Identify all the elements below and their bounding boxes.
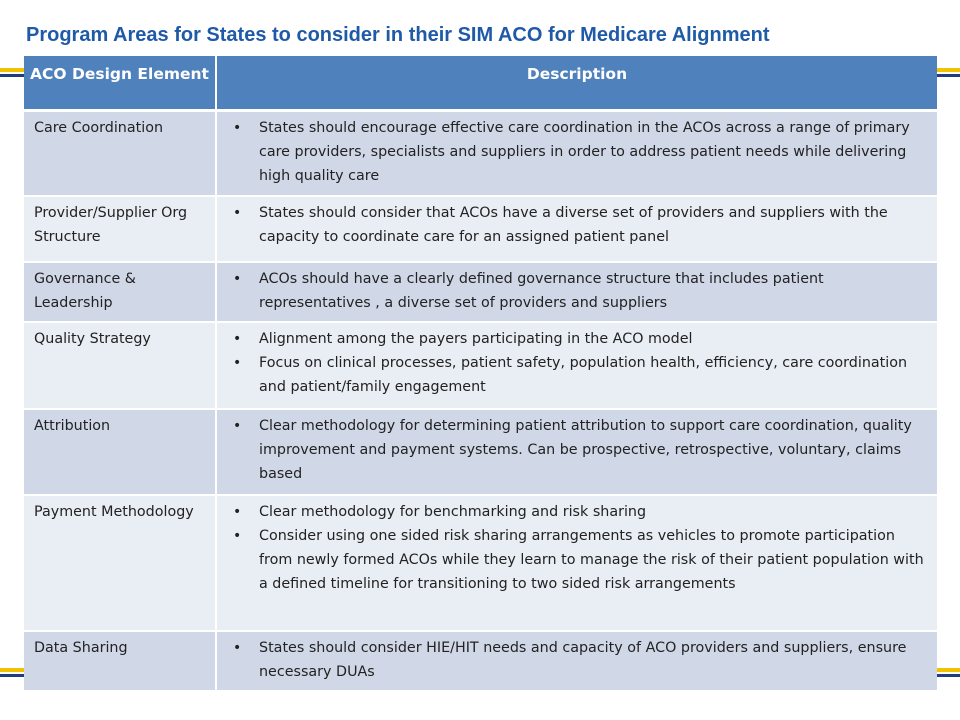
accent-stripe-right-top	[937, 68, 960, 72]
row-description	[216, 495, 937, 631]
row-element: Care Coordination	[24, 110, 216, 196]
slide-title: Program Areas for States to consider in their SIM ACO for Medicare Alignment	[26, 24, 770, 46]
row-description	[216, 196, 937, 262]
row-description	[216, 409, 937, 495]
table-row	[24, 110, 937, 196]
row-element: Payment Methodology	[24, 495, 216, 631]
table-row	[24, 322, 937, 409]
row-element: Data Sharing	[24, 631, 216, 691]
table-row	[24, 409, 937, 495]
row-element: Governance & Leadership	[24, 262, 216, 322]
header-aco-design-element: ACO Design Element	[24, 56, 216, 110]
bullet-item: • Clear methodology for determining patient attribution to support care coordination, quality improvement and payment systems. Can be prospective, retrospective, voluntary, claims based	[227, 414, 931, 486]
accent-stripe-left-top	[0, 68, 24, 72]
row-description	[216, 110, 937, 196]
accent-stripe-right-bottom	[937, 668, 960, 672]
bullet-item: • Clear methodology for benchmarking and risk sharing	[227, 500, 931, 524]
row-element: Attribution	[24, 409, 216, 495]
accent-stripe-left-bottom	[0, 668, 24, 672]
bullet-item: • States should consider that ACOs have a diverse set of providers and suppliers with the capacity to coordinate care for an assigned patient panel	[227, 201, 931, 249]
row-description	[216, 322, 937, 409]
row-element: Provider/Supplier Org Structure	[24, 196, 216, 262]
bullet-item: • Consider using one sided risk sharing arrangements as vehicles to promote participation from newly formed ACOs while they learn to manage the risk of their patient population with a defined timeline for transitioning to two sided risk arrangements	[227, 524, 931, 596]
table-row	[24, 196, 937, 262]
table-row	[24, 262, 937, 322]
header-description: Description	[216, 56, 937, 110]
bullet-item: • Alignment among the payers participating in the ACO model	[227, 327, 931, 351]
bullet-item: • Focus on clinical processes, patient safety, population health, efficiency, care coordination and patient/family engagement	[227, 351, 931, 399]
accent-stripe-right-bottom-navy	[937, 674, 960, 677]
accent-stripe-left-top-navy	[0, 74, 24, 77]
table-header-row	[24, 56, 937, 110]
row-description	[216, 631, 937, 691]
accent-stripe-right-top-navy	[937, 74, 960, 77]
bullet-item: • States should consider HIE/HIT needs and capacity of ACO providers and suppliers, ensure necessary DUAs	[227, 636, 931, 684]
bullet-item: • States should encourage effective care coordination in the ACOs across a range of primary care providers, specialists and suppliers in order to address patient needs while delivering high quality care	[227, 116, 931, 188]
table-row	[24, 631, 937, 691]
table-row	[24, 495, 937, 631]
row-description	[216, 262, 937, 322]
bullet-item: • ACOs should have a clearly defined governance structure that includes patient representatives , a diverse set of providers and suppliers	[227, 267, 931, 315]
row-element: Quality Strategy	[24, 322, 216, 409]
aco-design-table	[24, 56, 937, 692]
accent-stripe-left-bottom-navy	[0, 674, 24, 677]
